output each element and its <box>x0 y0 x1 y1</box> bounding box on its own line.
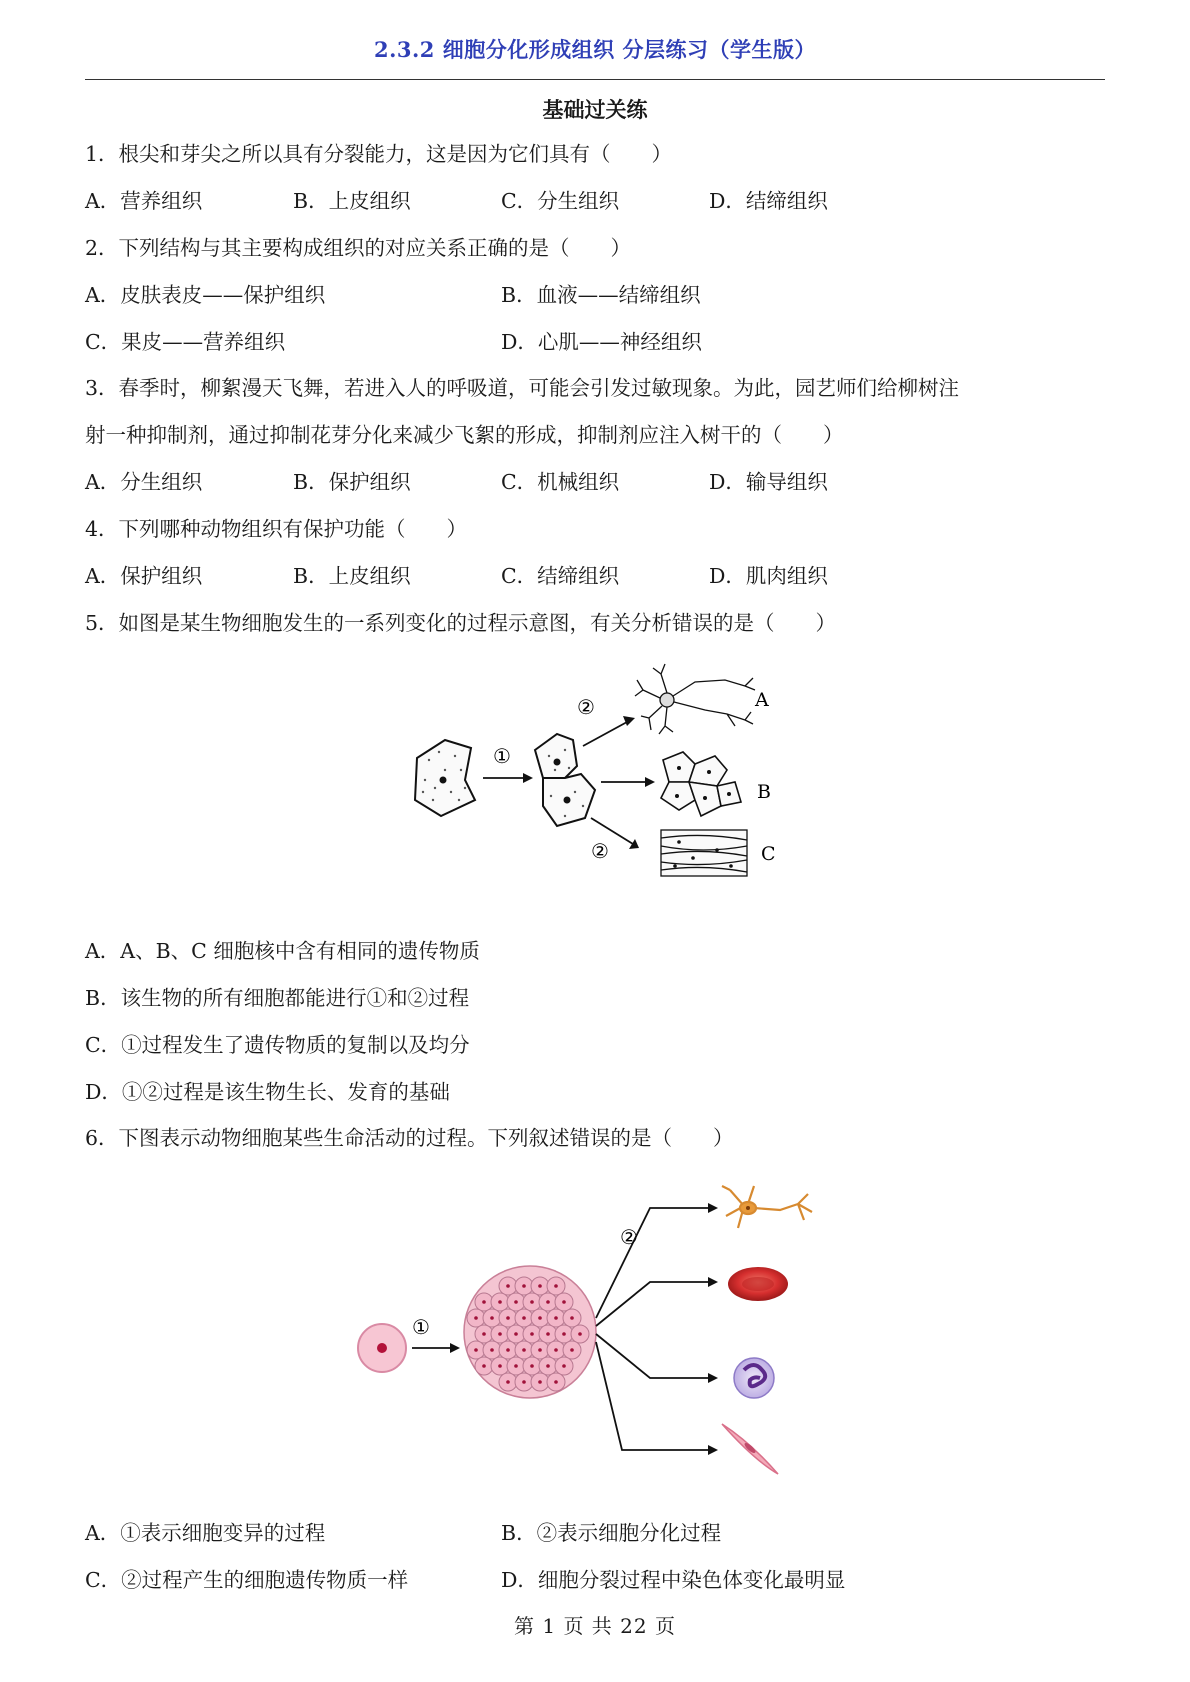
q6-option-c: C．②过程产生的细胞遗传物质一样 <box>85 1568 409 1592</box>
step1-label-2: ① <box>412 1315 430 1339</box>
step2-label-bottom: ② <box>591 839 609 863</box>
step2-label-top: ② <box>577 695 595 719</box>
q5-option-c: C．①过程发生了遗传物质的复制以及均分 <box>85 1033 470 1057</box>
question-1-stem: 1．根尖和芽尖之所以具有分裂能力，这是因为它们具有（ ） <box>85 142 673 166</box>
branch-arrows <box>596 1208 710 1450</box>
question-3-stem-line2: 射一种抑制剂，通过抑制花芽分化来减少飞絮的形成，抑制剂应注入树干的（ ） <box>85 423 844 447</box>
q1-option-a: A．营养组织 <box>85 189 203 213</box>
red-blood-cell-icon <box>728 1267 788 1301</box>
section-title: 基础过关练 <box>542 97 648 122</box>
q3-option-c: C．机械组织 <box>501 470 620 494</box>
question-2-stem: 2．下列结构与其主要构成组织的对应关系正确的是（ ） <box>85 236 632 260</box>
question-5-stem: 5．如图是某生物细胞发生的一系列变化的过程示意图，有关分析错误的是（ ） <box>85 611 837 635</box>
q3-option-d: D．输导组织 <box>709 470 828 494</box>
q5-option-d: D．①②过程是该生物生长、发育的基础 <box>85 1080 450 1104</box>
q5-option-a: A．A、B、C 细胞核中含有相同的遗传物质 <box>85 939 480 963</box>
q1-option-b: B．上皮组织 <box>293 189 411 213</box>
q4-option-d: D．肌肉组织 <box>709 564 828 588</box>
q3-option-b: B．保护组织 <box>293 470 411 494</box>
neuron-tissue-icon <box>635 664 755 734</box>
header-rule <box>85 79 1105 80</box>
q6-option-b: B．②表示细胞分化过程 <box>501 1521 722 1545</box>
muscle-tissue-icon <box>661 830 747 876</box>
page-footer: 第 1 页 共 22 页 <box>514 1614 676 1638</box>
q2-option-d: D．心肌——神经组织 <box>501 330 702 354</box>
q4-option-c: C．结缔组织 <box>501 564 620 588</box>
q6-option-a: A．①表示细胞变异的过程 <box>85 1521 326 1545</box>
q4-option-a: A．保护组织 <box>85 564 203 588</box>
zygote-icon <box>358 1324 406 1372</box>
parent-cell-icon <box>415 740 475 816</box>
cell-differentiation-diagram-2 <box>350 1172 840 1492</box>
label-c: C <box>761 843 776 865</box>
q5-option-b: B．该生物的所有细胞都能进行①和②过程 <box>85 986 470 1010</box>
question-6-stem: 6．下图表示动物细胞某些生命活动的过程。下列叙述错误的是（ ） <box>85 1126 734 1150</box>
header-title: 2.3.2 细胞分化形成组织 分层练习（学生版） <box>373 37 817 62</box>
divided-cells-icon <box>535 734 595 826</box>
white-blood-cell-icon <box>734 1358 774 1398</box>
step2-label-2: ② <box>620 1225 638 1249</box>
label-b: B <box>757 781 771 803</box>
epithelial-tissue-icon <box>661 752 741 816</box>
question-3-stem-line1: 3．春季时，柳絮漫天飞舞，若进入人的呼吸道，可能会引发过敏现象。为此，园艺师们给柳树注 <box>85 376 960 400</box>
smooth-muscle-cell-icon <box>722 1424 778 1474</box>
q2-option-c: C．果皮——营养组织 <box>85 330 286 354</box>
q2-option-a: A．皮肤表皮——保护组织 <box>85 283 326 307</box>
q1-option-c: C．分生组织 <box>501 189 620 213</box>
cell-mass-icon <box>464 1266 596 1398</box>
cell-differentiation-diagram-1 <box>405 660 805 920</box>
q3-option-a: A．分生组织 <box>85 470 203 494</box>
q1-option-d: D．结缔组织 <box>709 189 828 213</box>
neuron-icon <box>722 1186 812 1228</box>
label-a: A <box>755 689 769 711</box>
q6-option-d: D．细胞分裂过程中染色体变化最明显 <box>501 1568 846 1592</box>
question-4-stem: 4．下列哪种动物组织有保护功能（ ） <box>85 517 468 541</box>
q4-option-b: B．上皮组织 <box>293 564 411 588</box>
step1-label: ① <box>493 744 511 768</box>
q2-option-b: B．血液——结缔组织 <box>501 283 701 307</box>
